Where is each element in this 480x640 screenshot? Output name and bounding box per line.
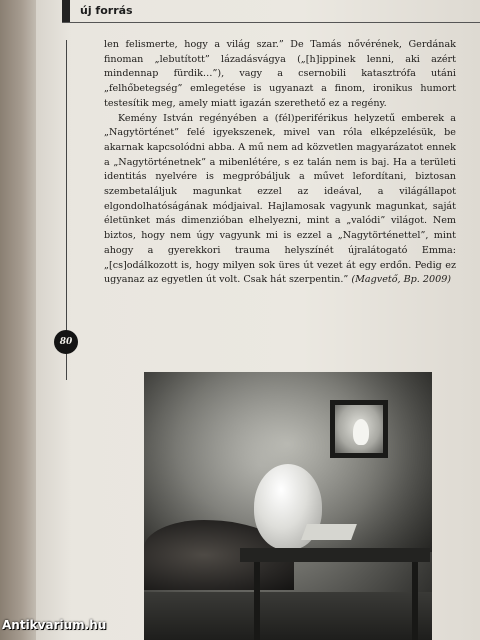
table-top <box>240 548 430 562</box>
photo-wall-picture-frame <box>330 400 388 458</box>
frame-canvas <box>335 405 383 453</box>
article-body <box>104 38 456 288</box>
frame-figure <box>353 419 369 445</box>
table-leg-right <box>412 562 418 640</box>
running-header <box>62 0 480 22</box>
binding-gutter <box>0 0 36 640</box>
open-book <box>301 524 357 540</box>
table-leg-left <box>254 562 260 640</box>
margin-rule <box>66 40 67 380</box>
header-marker-bar <box>62 0 70 22</box>
header-rule <box>62 22 480 23</box>
section-title: új forrás <box>80 4 133 17</box>
photo-floor <box>144 592 432 640</box>
still-life-photo <box>144 372 432 640</box>
page-number-badge: 80 <box>54 330 78 354</box>
paragraph-1: len felismerte, hogy a világ szar.” De Tamás nővérének, Gerdának finoman „lebutított” lázadásvágya („[h]ippinek lenni, aki azért mindennap fürdik…”), vagy a csernobili katasztrófa utáni „felhőbetegség” emlegetése is ugyanazt a finom, ironikus humort testesítik meg, amely miatt igazán szerethető ez a regény. <box>104 39 456 109</box>
watermark-logo: Antikvarium.hu <box>2 618 107 632</box>
citation: (Magvető, Bp. 2009) <box>351 274 452 286</box>
paragraph-2-text: Kemény István regényében a (fél)periférikus helyzetű emberek a „Nagytörténet” felé igyekszenek, mivel van róla elképzelésük, be akarnak kapcsolódni abba. A mű nem ad közvetlen magyarázatot ennek a „Nagytörténetnek” a mibenlétére, s ez talán nem is baj. Ha a területi identitás nyelvére is megpróbáljuk a művet lefordítani, biztosan szembetaláljuk magunkat ezzel az ideával, a világállapot elgondolhatóságának módjaival. Hajlamosak vagyunk magunkat, saját életünket más dimenzióban elhelyezni, mint a „valódi” világot. Nem biztos, hogy nem úgy vagyunk mi is ezzel a „Nagytörténettel”, mint ahogy a gyerekkori trauma helyszínét újralátogató Emma: „[cs]odálkozott is, hogy milyen sok üres út vezet át egy erdőn. Pedig ez ugyanaz az egyetlen út volt. Csak hát szerpentin.” <box>104 112 456 286</box>
paragraph-2 <box>104 112 456 288</box>
